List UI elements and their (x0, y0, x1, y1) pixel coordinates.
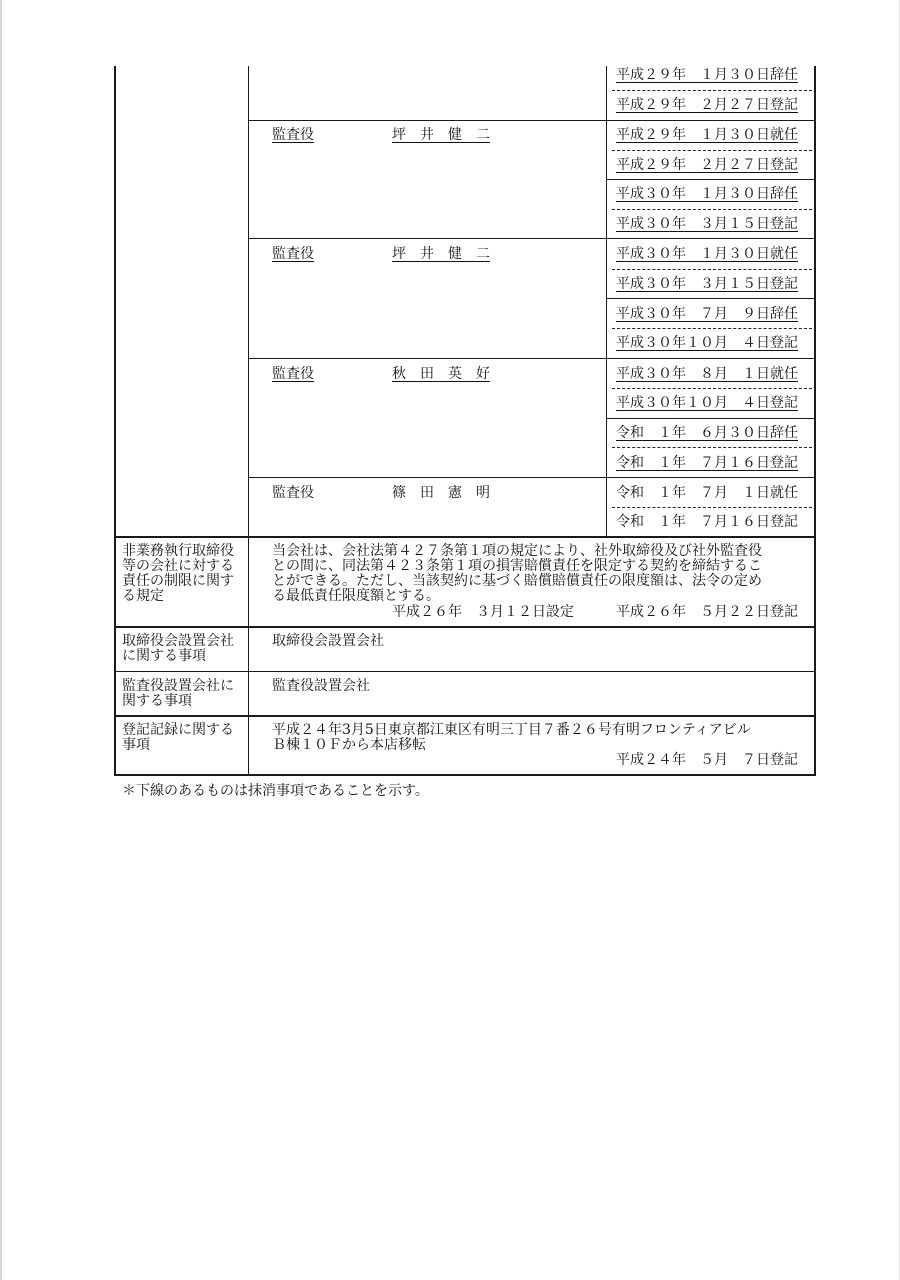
event-date: 令和 １年 ６月３０日辞任 (616, 425, 798, 441)
page-edge-left (0, 0, 2, 1280)
event-date: 平成３０年 １月３０日就任 (616, 246, 798, 262)
section-body-line: とができる。ただし、当該契約に基づく賠償賠償責任の限度額は、法令の定め (272, 573, 762, 589)
auditor-name: 坪 井 健 二 (392, 246, 490, 262)
dashed-separator (612, 90, 812, 91)
event-date: 平成３０年 ３月１５日登記 (616, 216, 798, 232)
event-date: 平成２９年 ２月２７日登記 (616, 157, 798, 173)
auditor-name: 坪 井 健 二 (392, 127, 490, 143)
dashed-separator (612, 388, 812, 389)
event-date: 平成２９年 １月３０日辞任 (616, 67, 798, 83)
section-border (114, 626, 816, 628)
dashed-separator (612, 269, 812, 270)
section-header: 登記記録に関する (122, 722, 234, 738)
event-date: 令和 １年 ７月 １日就任 (616, 485, 798, 501)
auditor-title: 監査役 (272, 485, 314, 501)
set-date: 平成２６年 ３月１２日設定 (392, 604, 574, 620)
section-header: 関する事項 (122, 693, 192, 709)
table-left-border (114, 66, 116, 775)
registration-date: 平成２６年 ５月２２日登記 (616, 604, 798, 620)
group-separator (248, 238, 815, 239)
section-header: 取締役会設置会社 (122, 633, 234, 649)
section-header: に関する事項 (122, 648, 206, 664)
section-header: 責任の制限に関す (122, 573, 234, 589)
section-header: 事項 (122, 737, 150, 753)
group-separator (248, 120, 815, 121)
event-date: 平成３０年１０月 ４日登記 (616, 335, 798, 351)
section-header: 等の会社に対する (122, 558, 234, 574)
group-separator (248, 477, 815, 478)
section-body-line: 監査役設置会社 (272, 678, 370, 694)
dashed-separator (612, 507, 812, 508)
event-separator (606, 298, 815, 299)
dashed-separator (612, 150, 812, 151)
section-body-line: Ｂ棟１０Ｆから本店移転 (272, 737, 426, 753)
section-border (114, 536, 816, 538)
event-separator (606, 179, 815, 180)
auditor-name: 秋 田 英 好 (392, 366, 490, 382)
group-separator (248, 358, 815, 359)
auditor-name: 篠 田 憲 明 (392, 485, 490, 501)
event-separator (606, 418, 815, 419)
event-date: 平成３０年 ７月 ９日辞任 (616, 306, 798, 322)
table-bottom-border (114, 774, 816, 776)
footnote: ＊下線のあるものは抹消事項であることを示す。 (122, 783, 429, 799)
event-date: 平成２９年 １月３０日就任 (616, 127, 798, 143)
header-column-divider (248, 66, 249, 775)
dashed-separator (612, 447, 812, 448)
section-border (114, 671, 816, 672)
event-date: 令和 １年 ７月１６日登記 (616, 455, 798, 471)
dashed-separator (612, 328, 812, 329)
section-header: 非業務執行取締役 (122, 543, 234, 559)
section-header: 監査役設置会社に (122, 678, 234, 694)
section-body-line: 取締役会設置会社 (272, 633, 384, 649)
event-date: 平成３０年 ３月１５日登記 (616, 276, 798, 292)
dashed-separator (612, 209, 812, 210)
section-body-line: 当会社は、会社法第４２７条第１項の規定により、社外取締役及び社外監査役 (272, 543, 762, 559)
event-date: 平成３０年 １月３０日辞任 (616, 186, 798, 202)
section-border (114, 715, 816, 717)
section-header: る規定 (122, 588, 164, 604)
section-body-line: との間に、同法第４２３条第１項の損害賠償責任を限定する契約を締結するこ (272, 558, 762, 574)
auditor-title: 監査役 (272, 246, 314, 262)
date-column-divider (606, 66, 607, 537)
section-body-line: る最低責任限度額とする。 (272, 588, 440, 604)
auditor-title: 監査役 (272, 366, 314, 382)
event-date: 平成２９年 ２月２７日登記 (616, 97, 798, 113)
event-date: 平成３０年１０月 ４日登記 (616, 395, 798, 411)
section-body-line: 平成２４年3月5日東京都江東区有明三丁目７番２６号有明フロンティアビル (272, 722, 751, 738)
event-date: 令和 １年 ７月１６日登記 (616, 514, 798, 530)
auditor-title: 監査役 (272, 127, 314, 143)
registration-date: 平成２４年 ５月 ７日登記 (616, 752, 798, 768)
table-right-border (814, 66, 816, 775)
event-date: 平成３０年 ８月 １日就任 (616, 366, 798, 382)
